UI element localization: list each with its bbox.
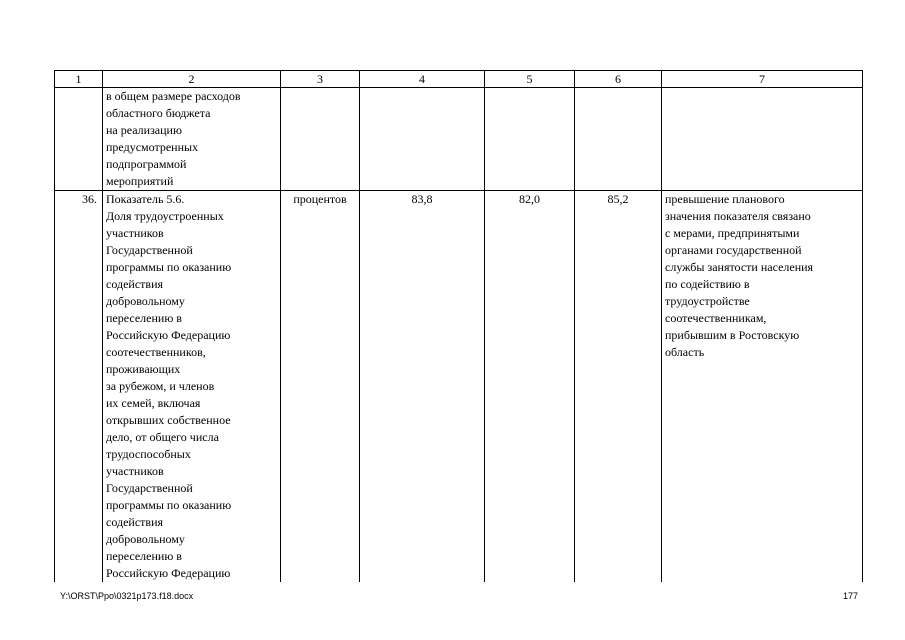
cont-indicator-line: предусмотренных [106, 140, 199, 154]
comment-line: службы занятости населения [665, 260, 814, 274]
cont-cell-fact [575, 88, 662, 191]
indicator-line: добровольному [106, 294, 185, 308]
header-col-4: 4 [360, 71, 485, 88]
comment-line: область [665, 345, 705, 359]
report-table [54, 70, 863, 582]
indicator-line: дело, от общего числа [106, 430, 219, 444]
indicator-line: трудоспособных [106, 447, 191, 461]
cont-indicator-line: мероприятий [106, 174, 174, 188]
header-row [55, 71, 863, 88]
header-col-3: 3 [281, 71, 360, 88]
indicator-line: соотечественников, [106, 345, 206, 359]
cont-indicator-line: подпрограммой [106, 157, 187, 171]
comment-line: трудоустройстве [665, 294, 750, 308]
footer-file-path: Y:\ORST\Ppo\0321p173.f18.docx [60, 591, 194, 601]
indicator-line: Показатель 5.6. [106, 192, 185, 206]
indicator-line: Государственной [106, 243, 193, 257]
comment-line: прибывшим в Ростовскую [665, 328, 800, 342]
indicator-line: содействия [106, 515, 164, 529]
indicator-line: участников [106, 464, 164, 478]
row-value-prev: 83,8 [360, 191, 485, 583]
cont-indicator-line: областного бюджета [106, 106, 211, 120]
header-col-1: 1 [55, 71, 103, 88]
row-unit: процентов [281, 191, 360, 583]
continuation-row [55, 88, 863, 191]
indicator-line: проживающих [106, 362, 181, 376]
header-col-2: 2 [103, 71, 281, 88]
cont-indicator-line: на реализацию [106, 123, 182, 137]
row-number: 36. [55, 191, 103, 583]
indicator-line: участников [106, 226, 164, 240]
indicator-line: Доля трудоустроенных [106, 209, 224, 223]
cont-cell-prev [360, 88, 485, 191]
cont-indicator-line: в общем размере расходов [106, 89, 241, 103]
indicator-line: программы по оказанию [106, 498, 232, 512]
header-col-6: 6 [575, 71, 662, 88]
header-col-7: 7 [662, 71, 863, 88]
footer-page-number: 177 [843, 591, 859, 601]
indicator-line: за рубежом, и членов [106, 379, 215, 393]
cont-cell-comment [662, 88, 863, 191]
indicator-line: переселению в [106, 311, 182, 325]
comment-line: с мерами, предпринятыми [665, 226, 800, 240]
comment-line: органами государственной [665, 243, 802, 257]
comment-line: соотечественникам, [665, 311, 767, 325]
header-col-5: 5 [485, 71, 575, 88]
indicator-line: открывших собственное [106, 413, 231, 427]
comment-line: превышение планового [665, 192, 785, 206]
comment-line: значения показателя связано [665, 209, 811, 223]
indicator-line: добровольному [106, 532, 185, 546]
cont-cell-plan [485, 88, 575, 191]
indicator-line: Российскую Федерацию [106, 566, 231, 580]
indicator-line: содействия [106, 277, 164, 291]
cont-cell-number [55, 88, 103, 191]
row-value-fact: 85,2 [575, 191, 662, 583]
indicator-line: их семей, включая [106, 396, 201, 410]
comment-line: по содействию в [665, 277, 750, 291]
indicator-line: Российскую Федерацию [106, 328, 231, 342]
table-row [55, 191, 863, 583]
row-comment [662, 191, 863, 583]
indicator-line: переселению в [106, 549, 182, 563]
row-indicator [103, 191, 281, 583]
indicator-line: программы по оказанию [106, 260, 232, 274]
row-value-plan: 82,0 [485, 191, 575, 583]
cont-cell-indicator [103, 88, 281, 191]
cont-cell-unit [281, 88, 360, 191]
indicator-line: Государственной [106, 481, 193, 495]
